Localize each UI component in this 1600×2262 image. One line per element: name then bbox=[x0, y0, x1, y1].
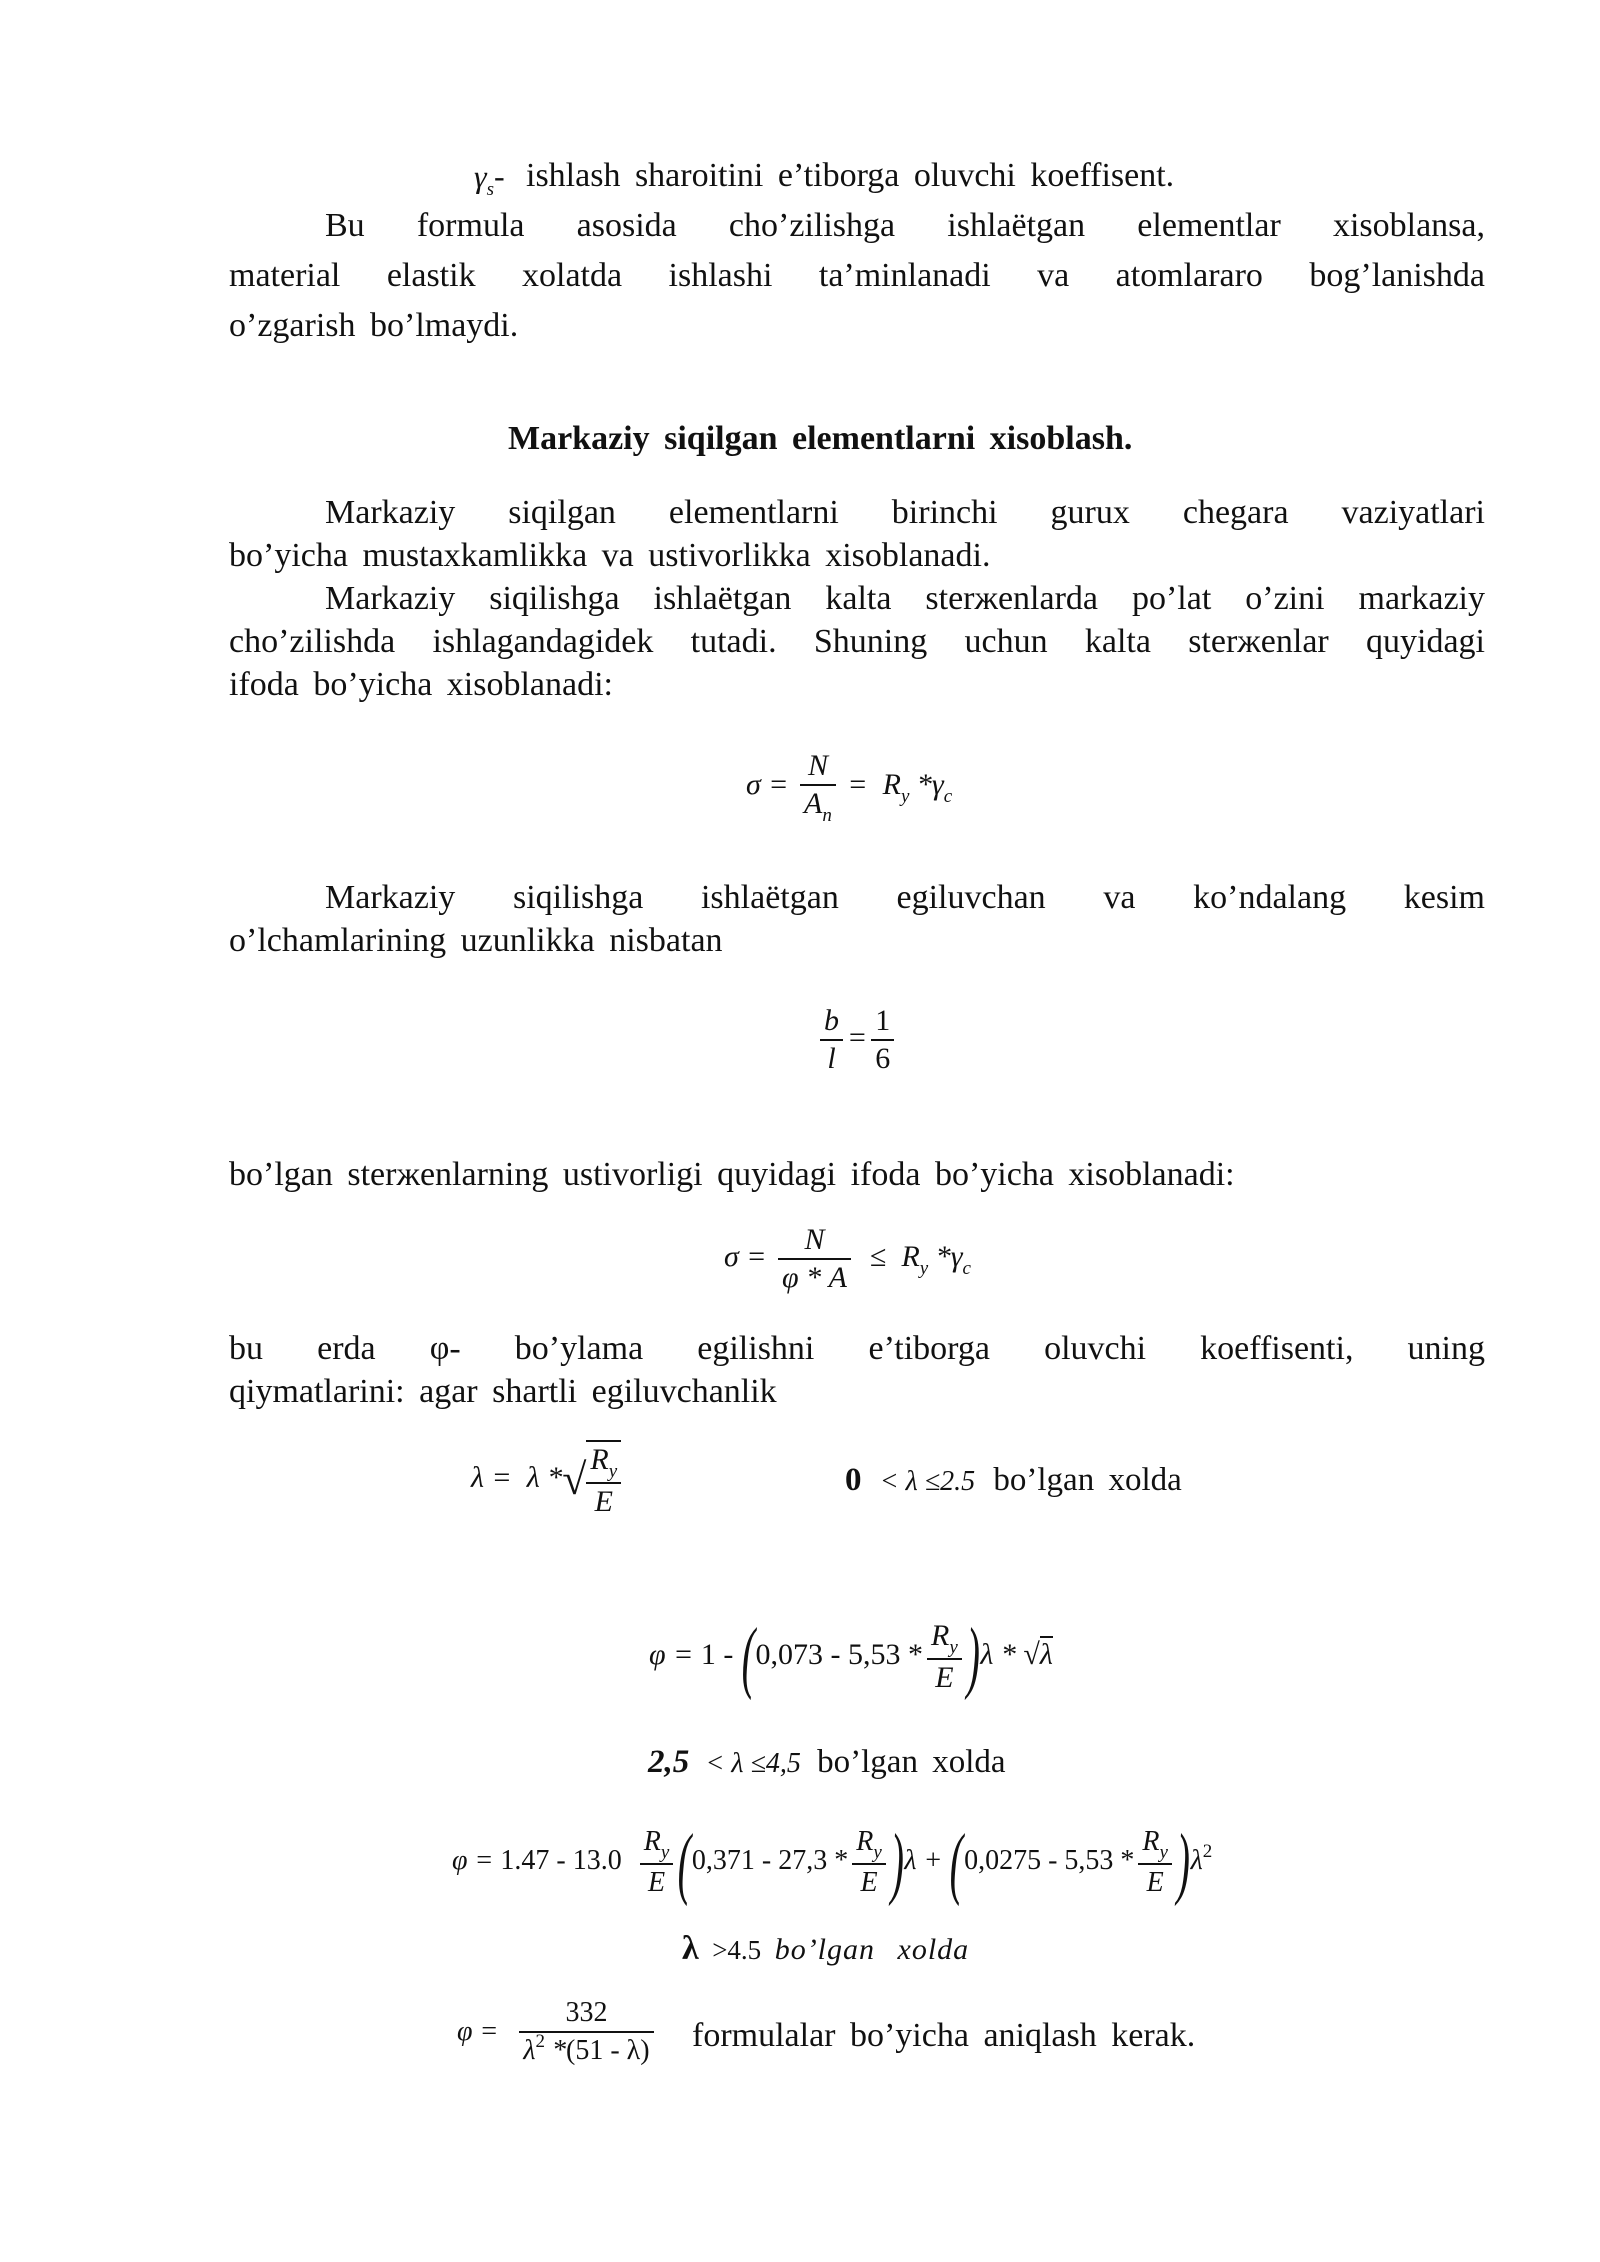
paragraph-2-line-1: Markaziy siqilgan elementlarni birinchi gurux chegara vaziyatlari bbox=[325, 494, 1485, 531]
paragraph-2-line-2: bo’yicha mustaxkamlikka va ustivorlikka xisoblanadi. bbox=[229, 537, 991, 574]
gamma-s-symbol: $\gamma_s-$ bbox=[474, 158, 505, 200]
closing-text: formulalar bo’yicha aniqlash kerak. bbox=[692, 2017, 1196, 2054]
condition-3-lambda: λ bbox=[682, 1930, 699, 1967]
paragraph-3-line-2: cho’zilishda ishlagandagidek tutadi. Shuning uchun kalta sterжenlar quyidagi bbox=[229, 623, 1485, 660]
formula-stability: σ = $\frac{N}{\varphi * A}$ ≤ $R_y$ $*\gamma_c$ bbox=[724, 1223, 971, 1294]
condition-2-lead: 2,5 bbox=[648, 1744, 690, 1780]
formula-phi-1: φ = 1 - (0,073 - 5,53 * $\frac{R_y}{E}$ )λ * √λ bbox=[649, 1613, 1053, 1701]
paragraph-4-line-1: Markaziy siqilishga ishlaëtgan egiluvchan va ko’ndalang kesim bbox=[325, 879, 1485, 916]
paragraph-3-line-1: Markaziy siqilishga ishlaëtgan kalta sterжenlarda po’lat o’zini markaziy bbox=[325, 580, 1485, 617]
paragraph-3-line-3: ifoda bo’yicha xisoblanadi: bbox=[229, 666, 614, 703]
condition-2-text: bo’lgan xolda bbox=[817, 1744, 1006, 1780]
coefficient-line: ishlash sharoitini e’tiborga oluvchi koeffisent. bbox=[526, 157, 1175, 194]
paragraph-6-line-1: bu erda φ- bo’ylama egilishni e’tiborga oluvchi koeffisenti, uning bbox=[229, 1330, 1485, 1367]
paragraph-4-line-2: o’lchamlarining uzunlikka nisbatan bbox=[229, 922, 723, 959]
condition-3-text: bo’lgan xolda bbox=[774, 1933, 970, 1966]
condition-1-range: < λ ≤2.5 bbox=[879, 1466, 976, 1497]
formula-slenderness: λ = λ *√ $\frac{R_y}{E}$ bbox=[471, 1440, 625, 1520]
paragraph-5: bo’lgan sterжenlarning ustivorligi quyidagi ifoda bo’yicha xisoblanadi: bbox=[229, 1156, 1235, 1193]
condition-1-text: bo’lgan xolda bbox=[993, 1462, 1182, 1498]
formula-phi-2: φ = 1.47 - 13.0 $\frac{R_y}{E}$ (0,371 - 27,3 * $\frac{R_y}{E}$ )λ + (0,0275 - 5,53 * $\frac{R_y}{E}$ )$\lambda^2$ bbox=[452, 1818, 1213, 1907]
condition-3-range: >4.5 bbox=[712, 1935, 762, 1965]
paragraph-1-line-2: material elastik xolatda ishlashi ta’minlanadi va atomlararo bog’lanishda bbox=[229, 257, 1485, 294]
paragraph-1-line-3: o’zgarish bo’lmaydi. bbox=[229, 307, 519, 344]
paragraph-1-line-1: Bu formula asosida cho’zilishga ishlaëtgan elementlar xisoblansa, bbox=[325, 207, 1485, 244]
condition-2 bbox=[648, 1744, 1006, 1782]
section-heading: Markaziy siqilgan elementlarni xisoblash. bbox=[508, 420, 1133, 457]
formula-ratio: $\frac{b}{l}$ = $\frac{1}{6}$ bbox=[816, 1003, 898, 1077]
condition-1-zero: 0 bbox=[845, 1462, 862, 1498]
formula-short-rod: σ = $\frac{N}{A_n}$ = $R_y$ $*\gamma_c$ bbox=[746, 749, 953, 826]
formula-phi-3: φ = $\frac{332}{\lambda^2 *(51 - \lambda)}$ bbox=[457, 1995, 658, 2072]
condition-2-range: < λ ≤4,5 bbox=[705, 1748, 801, 1779]
condition-1 bbox=[845, 1462, 1182, 1500]
condition-3 bbox=[682, 1931, 969, 1968]
paragraph-6-line-2: qiymatlarini: agar shartli egiluvchanlik bbox=[229, 1373, 777, 1410]
